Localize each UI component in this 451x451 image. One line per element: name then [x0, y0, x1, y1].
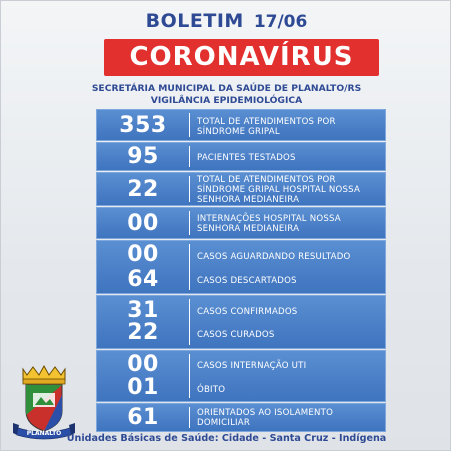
- stat-label: PACIENTES TESTADOS: [197, 153, 296, 163]
- stat-label: CASOS CURADOS: [197, 330, 275, 340]
- stats-row: [96, 207, 386, 239]
- stat-number: 95: [127, 144, 159, 169]
- stat-number: 00: [127, 211, 159, 236]
- row-divider: [189, 407, 190, 428]
- health-units-footer: Unidades Básicas de Saúde: Cidade - Santa Cruz - Indígena: [66, 433, 387, 444]
- stat-label: ÓBITO: [197, 385, 226, 395]
- stat-label: TOTAL DE ATENDIMENTOS POR SÍNDROME GRIPAL HOSPITAL NOSSA SENHORA MEDIANEIRA: [197, 175, 361, 205]
- planalto-crest-logo: [13, 365, 75, 441]
- stat-label: INTERNAÇÕES HOSPITAL NOSSA SENHORA MEDIANEIRA: [197, 214, 341, 234]
- row-divider: [189, 211, 190, 235]
- bulletin-title: [1, 10, 451, 32]
- row-divider: [189, 176, 190, 202]
- row-divider: [189, 244, 190, 290]
- stat-number: 22: [127, 177, 159, 202]
- stats-row: [96, 350, 386, 402]
- row-divider: [189, 113, 190, 137]
- coronavirus-banner: CORONAVÍRUS: [104, 39, 379, 76]
- boletim-label: BOLETIM: [145, 10, 244, 32]
- stat-label: ORIENTADOS AO ISOLAMENTO DOMICILIAR: [197, 408, 334, 428]
- stat-number: 61: [127, 405, 159, 430]
- stats-row: [96, 172, 386, 206]
- stat-number: 64: [127, 267, 159, 292]
- stats-row: [96, 240, 386, 294]
- stat-label: TOTAL DE ATENDIMENTOS POR SÍNDROME GRIPAL: [197, 117, 336, 137]
- row-divider: [189, 354, 190, 398]
- secretariat-subtitle: SECRETÁRIA MUNICIPAL DA SAÚDE DE PLANALTO/RS: [91, 83, 362, 94]
- stat-label: CASOS AGUARDANDO RESULTADO: [197, 252, 351, 262]
- row-divider: [189, 146, 190, 167]
- stats-row: [96, 109, 386, 141]
- row-divider: [189, 299, 190, 345]
- stats-row: [96, 403, 386, 432]
- stat-number: 353: [119, 113, 167, 138]
- stats-row: [96, 142, 386, 171]
- stat-label: CASOS DESCARTADOS: [197, 276, 297, 286]
- stat-label: CASOS CONFIRMADOS: [197, 307, 298, 317]
- crest-banner-text: PLANALTO: [26, 430, 62, 437]
- stat-number: 01: [127, 375, 159, 400]
- surveillance-subtitle: VIGILÂNCIA EPIDEMIOLÓGICA: [150, 95, 303, 106]
- stat-label: CASOS INTERNAÇÃO UTI: [197, 361, 307, 371]
- stat-number: 00: [127, 352, 159, 377]
- stats-row: [96, 295, 386, 349]
- bulletin-date: 17/06: [253, 12, 308, 32]
- stat-number: 31: [127, 298, 159, 323]
- stat-number: 00: [127, 242, 159, 267]
- stat-number: 22: [127, 320, 159, 345]
